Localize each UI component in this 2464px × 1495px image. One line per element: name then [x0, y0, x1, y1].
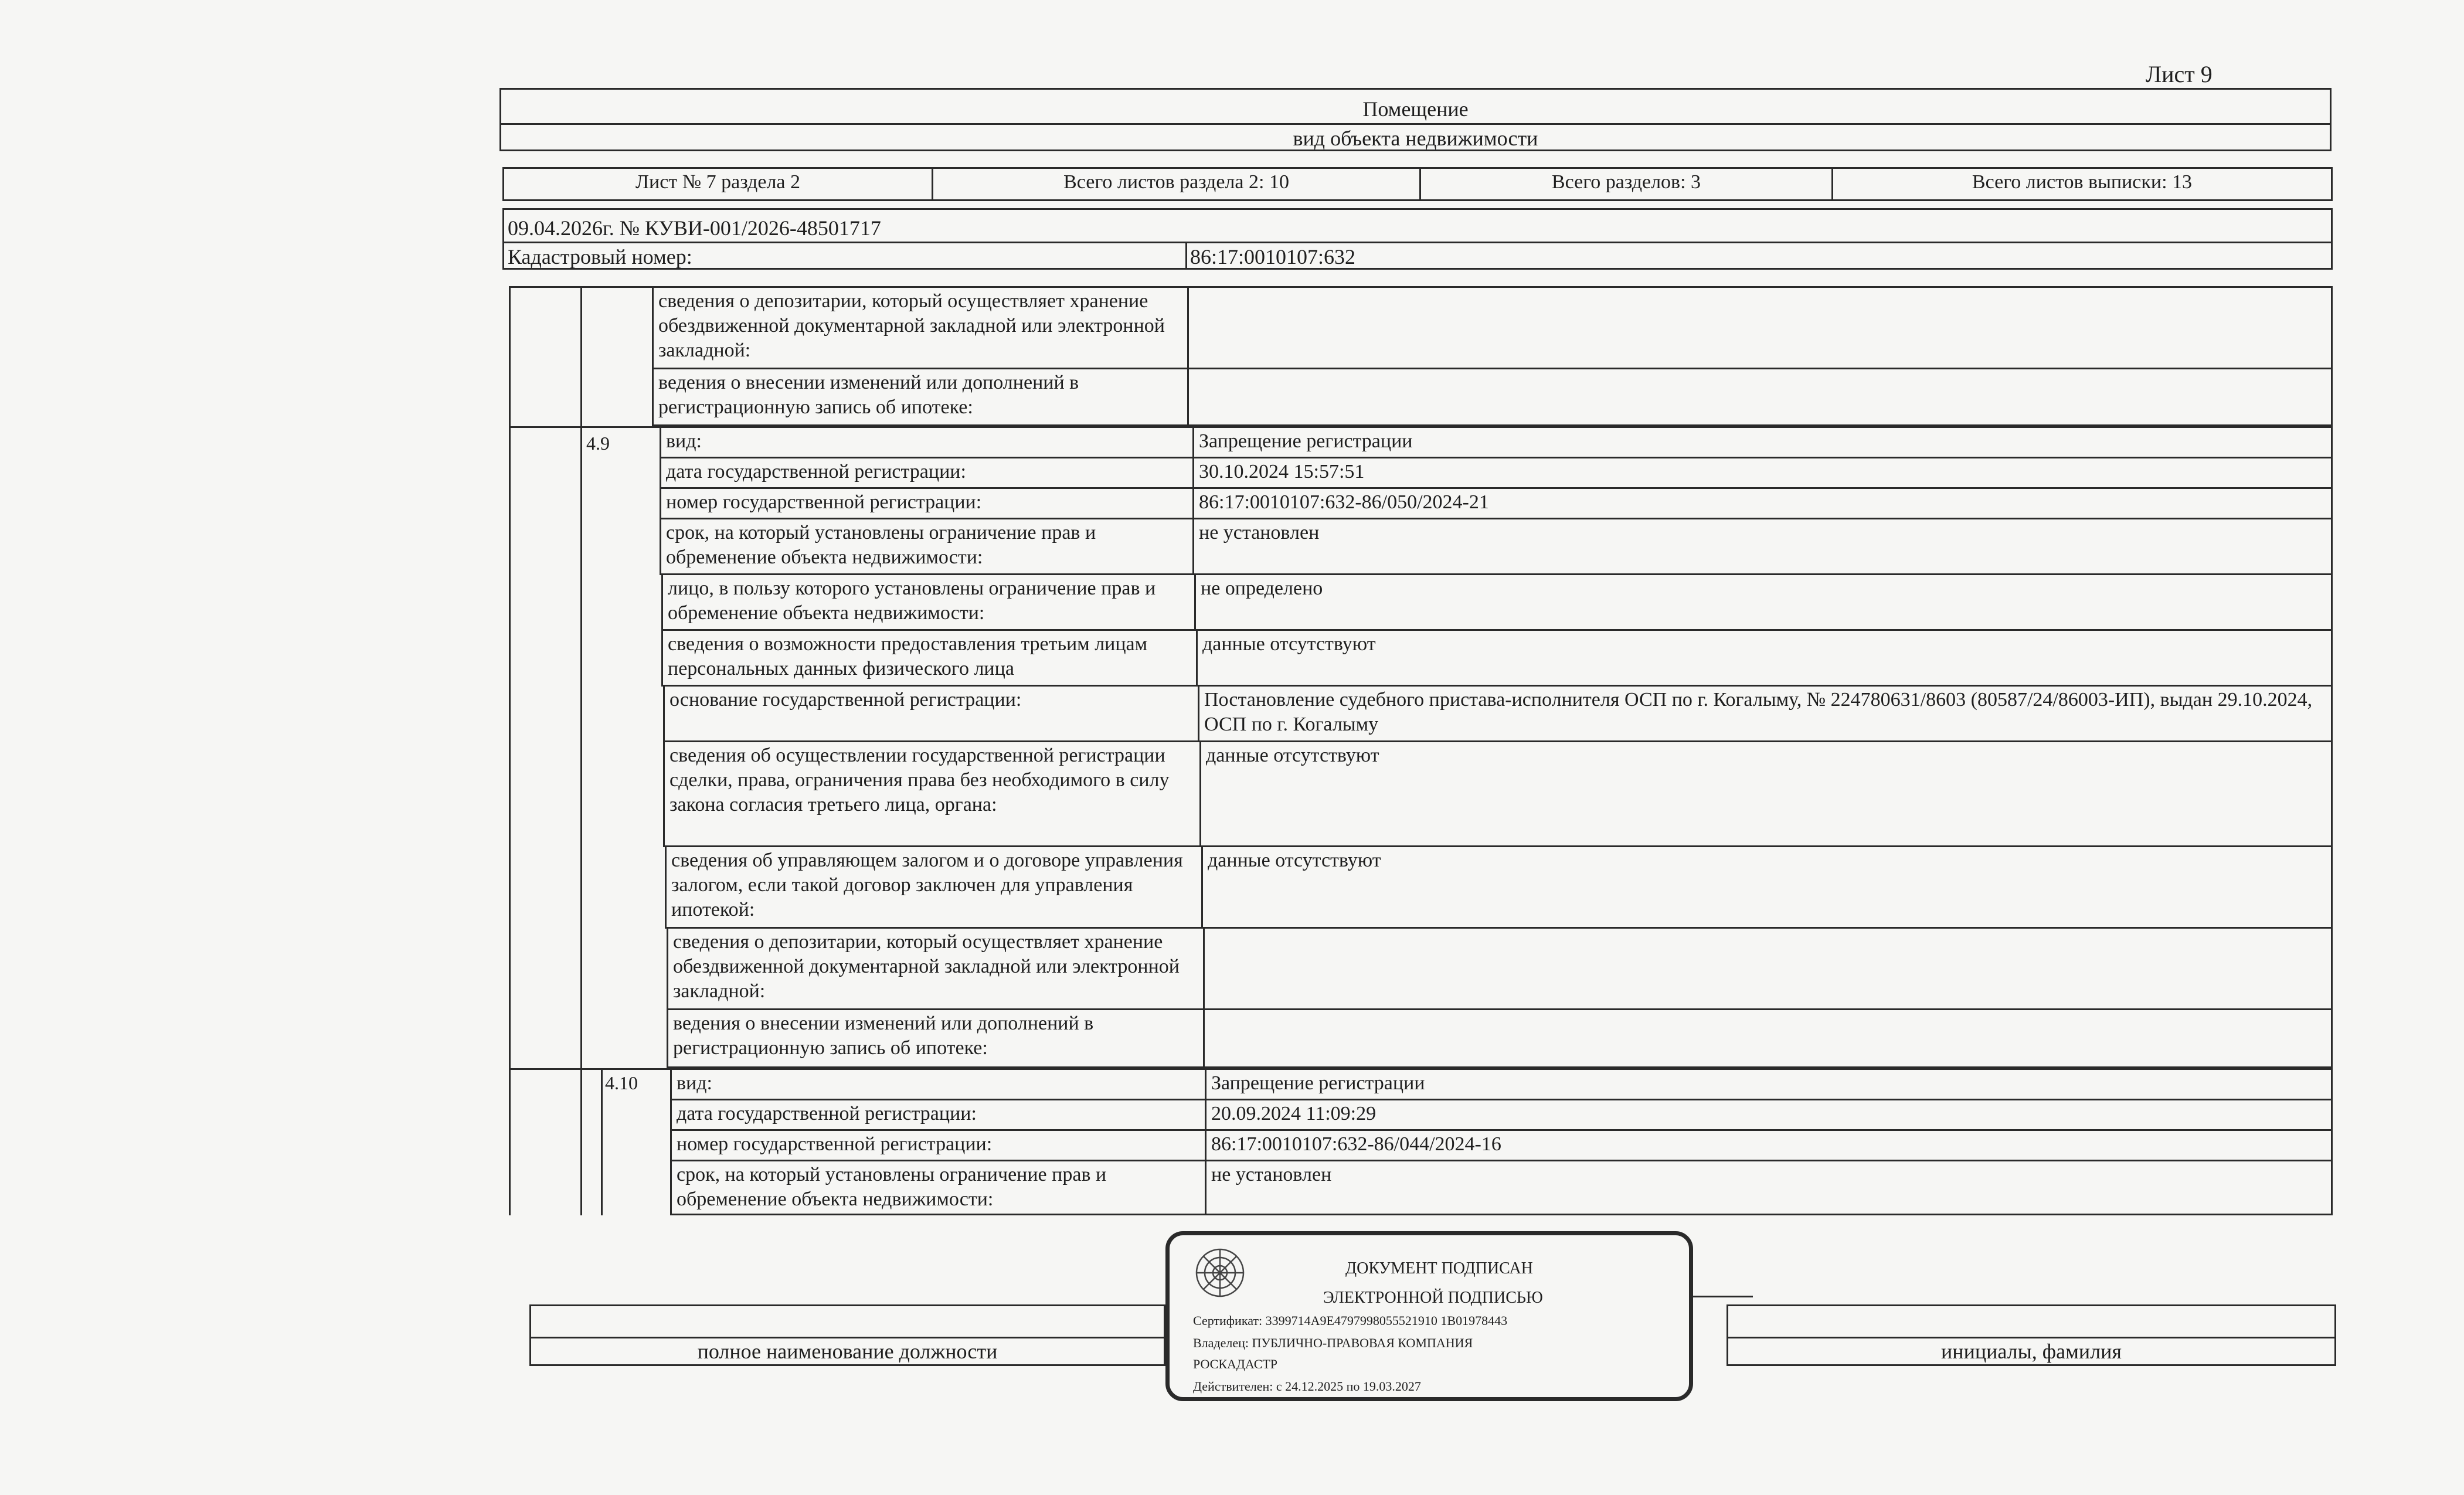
table-row-value: не установлен [1205, 1160, 2333, 1215]
table-row-value [1187, 286, 2333, 369]
table-row-value: Запрещение регистрации [1192, 426, 2333, 458]
table-row-label: сведения об осуществлении государственной регистрации сделки, права, ограничения права без необходимого в силу закона согласия третьего лица, органа: [663, 740, 1201, 847]
table-row-value: данные отсутствуют [1201, 845, 2333, 929]
stamp-line2: ЭЛЕКТРОННОЙ ПОДПИСЬЮ [1323, 1289, 1543, 1307]
entry-number: 4.10 [605, 1072, 638, 1093]
table-row-value: данные отсутствуют [1199, 740, 2333, 847]
table-row-label: срок, на который установлены ограничение прав и обременение объекта недвижимости: [670, 1160, 1206, 1215]
table-row-label: сведения о депозитарии, который осуществляет хранение обездвиженной документарной закладной или электронной закладной: [667, 927, 1205, 1010]
table-row-value: 86:17:0010107:632-86/044/2024-16 [1205, 1129, 2333, 1161]
table-row-value [1187, 368, 2333, 426]
stamp-certificate: Сертификат: 3399714A9E4797998055521910 1B01978443 [1193, 1313, 1508, 1328]
extract-date-number: 09.04.2026г. № КУВИ-001/2026-48501717 [508, 216, 881, 240]
table-row-value [1203, 927, 2333, 1010]
table-row-label: основание государственной регистрации: [663, 685, 1199, 742]
table-row-value: Постановление судебного пристава-исполнителя ОСП по г. Когалыму, № 224780631/8603 (80587/24/86003-ИП), выдан 29.10.2024, ОСП по г. Когалыму [1198, 685, 2333, 742]
sheet-label: Лист 9 [2146, 61, 2212, 87]
object-type-caption: вид объекта недвижимости [1293, 127, 1538, 150]
stamp-validity: Действителен: с 24.12.2025 по 19.03.2027 [1193, 1379, 1421, 1394]
total-extract-sheets: Всего листов выписки: 13 [1831, 167, 2333, 201]
table-row-value: 30.10.2024 15:57:51 [1192, 457, 2333, 489]
emblem-icon [1192, 1245, 1248, 1301]
table-row-label: ведения о внесении изменений или дополнений в регистрационную запись об ипотеке: [652, 368, 1189, 426]
table-row-label: номер государственной регистрации: [660, 487, 1194, 519]
table-row-value: Запрещение регистрации [1205, 1068, 2333, 1100]
entry-number: 4.9 [586, 433, 610, 454]
cadastral-number: 86:17:0010107:632 [1190, 245, 1356, 269]
section-sheet: Лист № 7 раздела 2 [502, 167, 933, 201]
name-caption: инициалы, фамилия [1941, 1340, 2122, 1363]
table-row-label: дата государственной регистрации: [670, 1099, 1206, 1131]
table-left-border [509, 286, 511, 1215]
table-row-label: ведения о внесении изменений или дополнений в регистрационную запись об ипотеке: [667, 1008, 1205, 1068]
table-row-value [1203, 1008, 2333, 1068]
table-row-label: сведения о депозитарии, который осуществляет хранение обездвиженной документарной закладной или электронной закладной: [652, 286, 1189, 369]
table-row-label: дата государственной регистрации: [660, 457, 1194, 489]
table-row-value: не определено [1194, 573, 2333, 631]
table-row-label: вид: [660, 426, 1194, 458]
table-row-label: вид: [670, 1068, 1206, 1100]
object-type: Помещение [1362, 97, 1469, 121]
table-row-label: сведения об управляющем залогом и о договоре управления залогом, если такой договор заключен для управления ипотекой: [665, 845, 1203, 929]
table-row-value: 20.09.2024 11:09:29 [1205, 1099, 2333, 1131]
table-row-value: не установлен [1192, 518, 2333, 575]
stamp-owner: РОСКАДАСТР [1193, 1357, 1278, 1371]
table-row-label: сведения о возможности предоставления третьим лицам персональных данных физического лица [661, 629, 1198, 687]
table-row-value: 86:17:0010107:632-86/050/2024-21 [1192, 487, 2333, 519]
stamp-line1: ДОКУМЕНТ ПОДПИСАН [1345, 1259, 1533, 1277]
total-sections: Всего разделов: 3 [1419, 167, 1833, 201]
position-caption: полное наименование должности [697, 1340, 998, 1363]
section-total-sheets: Всего листов раздела 2: 10 [932, 167, 1421, 201]
table-row-label: лицо, в пользу которого установлены ограничение прав и обременение объекта недвижимости: [661, 573, 1196, 631]
table-row-value: данные отсутствуют [1196, 629, 2333, 687]
table-row-label: срок, на который установлены ограничение прав и обременение объекта недвижимости: [660, 518, 1194, 575]
cadastral-label: Кадастровый номер: [508, 245, 692, 269]
e-signature-stamp [1165, 1231, 1693, 1401]
table-row-label: номер государственной регистрации: [670, 1129, 1206, 1161]
stamp-issuer: Владелец: ПУБЛИЧНО-ПРАВОВАЯ КОМПАНИЯ [1193, 1336, 1473, 1350]
